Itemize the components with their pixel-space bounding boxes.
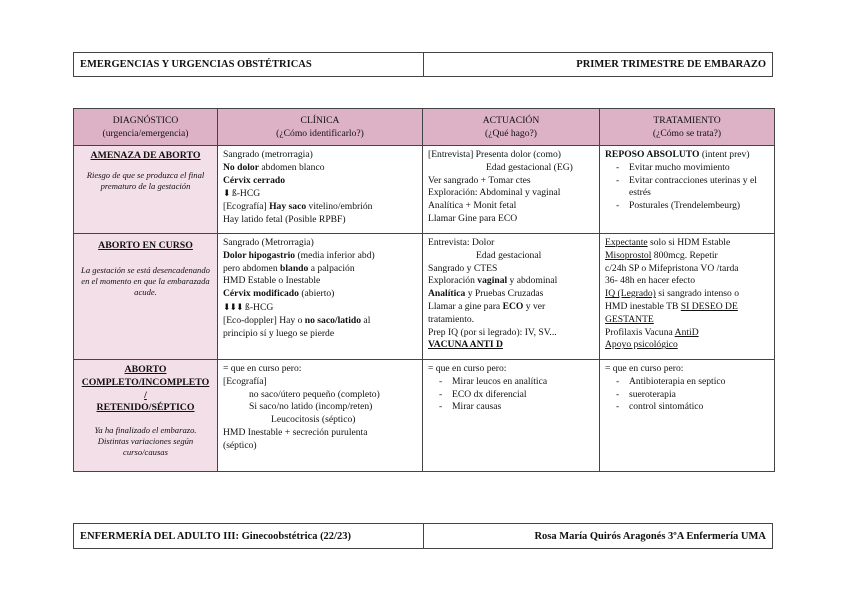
- actuacion-cell: [423, 234, 600, 360]
- diagnosis-cell: [74, 234, 218, 360]
- treatment-list: [605, 162, 769, 213]
- text-line: principio sí y luego se pierde: [223, 327, 335, 339]
- diagnosis-description: La gestación se está desencadenando en el momento en que la embarazada acude.: [81, 264, 210, 297]
- text-line: Expectante solo si HDM Estable: [605, 237, 731, 248]
- list-item: - control sintomático: [629, 401, 769, 414]
- text-line: Exploración vaginal y abdominal: [428, 275, 558, 287]
- header-title: EMERGENCIAS Y URGENCIAS OBSTÉTRICAS: [74, 53, 424, 76]
- footer-course: ENFERMERÍA DEL ADULTO III: Ginecoobstétrica (22/23): [74, 524, 424, 548]
- text-line: HMD Inestable + secreción purulenta: [223, 426, 368, 438]
- text-line: = que en curso pero:: [223, 363, 302, 374]
- obstetric-table: [73, 108, 775, 472]
- clinica-cell: [218, 234, 423, 360]
- text-line: Entrevista: Dolor: [428, 237, 495, 248]
- text-line: Sangrado (Metrorragia): [223, 237, 314, 248]
- column-header-clinica: [218, 109, 423, 146]
- footer-bar: [73, 523, 773, 549]
- tratamiento-cell: [600, 360, 775, 472]
- text-line: Prep IQ (por si legrado): IV, SV...: [428, 326, 557, 338]
- diagnosis-title: AMENAZA DE ABORTO: [90, 150, 201, 161]
- diagnosis-title: ABORTO COMPLETO/INCOMPLETO / RETENIDO/SÉPTICO: [81, 364, 210, 414]
- actuacion-cell: [423, 146, 600, 234]
- clinica-cell: [218, 360, 423, 472]
- text-line: Sangrado y CTES: [428, 262, 498, 274]
- column-title: TRATAMIENTO: [653, 115, 721, 126]
- text-line: no saco/útero pequeño (completo): [249, 388, 380, 400]
- text-line: Cérvix cerrado: [223, 174, 286, 186]
- text-line: Dolor hipogastrio (media inferior abd): [223, 249, 375, 261]
- table-row-completo: [74, 360, 775, 472]
- header-bar: [73, 52, 773, 77]
- text-line: Sangrado (metrorragia): [223, 149, 313, 160]
- column-subtitle: (¿Cómo se trata?): [652, 128, 722, 139]
- list-item: - Mirar causas: [452, 401, 594, 414]
- text-line: ⬇ ß-HCG: [223, 188, 261, 200]
- table-row-curso: [74, 234, 775, 360]
- tratamiento-cell: [600, 234, 775, 360]
- text-line: [Ecografía]: [223, 375, 267, 387]
- text-line: Leucocitosis (séptico): [271, 414, 356, 426]
- diagnosis-cell: [74, 146, 218, 234]
- text-line: Edad gestacional (EG): [486, 161, 573, 173]
- footer-author: Rosa María Quirós Aragonés 3ºA Enfermería UMA: [534, 530, 766, 542]
- list-item: - Evitar mucho movimiento: [629, 162, 769, 175]
- text-line: Llamar Gine para ECO: [428, 212, 518, 224]
- diagnosis-description: Ya ha finalizado el embarazo. Distintas variaciones según curso/causas: [94, 425, 197, 458]
- text-line: = que en curso pero:: [428, 363, 507, 374]
- column-subtitle: (¿Qué hago?): [485, 128, 537, 139]
- column-subtitle: (urgencia/emergencia): [102, 128, 189, 139]
- text-line: VACUNA ANTI D: [428, 339, 503, 351]
- column-header-tratamiento: [600, 109, 775, 146]
- list-item: - Posturales (Trendelembeurg): [629, 200, 769, 213]
- text-line: Si saco/no latido (incomp/reten): [249, 401, 373, 413]
- text-line: No dolor abdomen blanco: [223, 161, 325, 173]
- column-title: DIAGNÓSTICO: [112, 115, 179, 126]
- clinica-cell: [218, 146, 423, 234]
- text-line: REPOSO ABSOLUTO (intent prev): [605, 149, 750, 160]
- text-line: ⬇⬇⬇ ß-HCG: [223, 301, 274, 313]
- list-item: - Mirar leucos en analítica: [452, 376, 594, 389]
- down-arrow-icon: ⬇: [223, 188, 230, 199]
- text-line: Ver sangrado + Tomar ctes: [428, 174, 531, 186]
- text-line: 36- 48h en hacer efecto: [605, 275, 696, 287]
- table-row-amenaza: [74, 146, 775, 234]
- text-line: (séptico): [223, 439, 257, 451]
- text-line: Llamar a gine para ECO y ver: [428, 300, 546, 312]
- text-line: IQ (Legrado) si sangrado intenso o: [605, 288, 740, 300]
- tratamiento-cell: [600, 146, 775, 234]
- text-line: [Ecografía] Hay saco vitelino/embrión: [223, 201, 373, 213]
- text-line: tratamiento.: [428, 313, 475, 325]
- diagnosis-cell: [74, 360, 218, 472]
- column-header-diagnostico: [74, 109, 218, 146]
- text-line: [Entrevista] Presenta dolor (como): [428, 149, 561, 160]
- text-line: Exploración: Abdominal y vaginal: [428, 187, 561, 199]
- text-line: Cérvix modificado (abierto): [223, 288, 335, 300]
- table-header-row: [74, 109, 775, 146]
- down-arrows-icon: ⬇⬇⬇: [223, 301, 243, 312]
- column-title: CLÍNICA: [300, 115, 340, 126]
- text-line: HMD Estable o Inestable: [223, 275, 321, 287]
- text-line: Analítica + Monit fetal: [428, 200, 517, 212]
- text-line: pero abdomen blando a palpación: [223, 262, 355, 274]
- text-line: GESTANTE: [605, 313, 654, 325]
- text-line: c/24h SP o Mifepristona VO /tarda: [605, 262, 739, 274]
- text-line: Profilaxis Vacuna AntiD: [605, 326, 699, 338]
- header-subtitle: PRIMER TRIMESTRE DE EMBARAZO: [576, 59, 766, 70]
- text-line: Analítica y Pruebas Cruzadas: [428, 288, 544, 300]
- list-item: - ECO dx diferencial: [452, 389, 594, 402]
- list-item: - sueroterapia: [629, 389, 769, 402]
- list-item: - Evitar contracciones uterinas y el estrés: [629, 175, 769, 201]
- text-line: = que en curso pero:: [605, 363, 684, 374]
- text-line: Misoprostol 800mcg. Repetir: [605, 249, 718, 261]
- action-list: [428, 376, 594, 414]
- text-line: HMD inestable TB SI DESEO DE: [605, 300, 738, 312]
- text-line: Hay latido fetal (Posible RPBF): [223, 213, 346, 225]
- diagnosis-description: Riesgo de que se produzca el final prematuro de la gestación: [86, 169, 205, 191]
- column-header-actuacion: [423, 109, 600, 146]
- column-title: ACTUACIÓN: [482, 115, 540, 126]
- text-line: Edad gestacional: [476, 249, 542, 261]
- diagnosis-title: ABORTO EN CURSO: [98, 240, 193, 251]
- text-line: [Eco-doppler] Hay o no saco/latido al: [223, 314, 371, 326]
- list-item: - Antibioterapia en septico: [629, 376, 769, 389]
- treatment-list: [605, 376, 769, 414]
- actuacion-cell: [423, 360, 600, 472]
- column-subtitle: (¿Cómo identificarlo?): [276, 128, 364, 139]
- text-line: Apoyo psicológico: [605, 339, 678, 351]
